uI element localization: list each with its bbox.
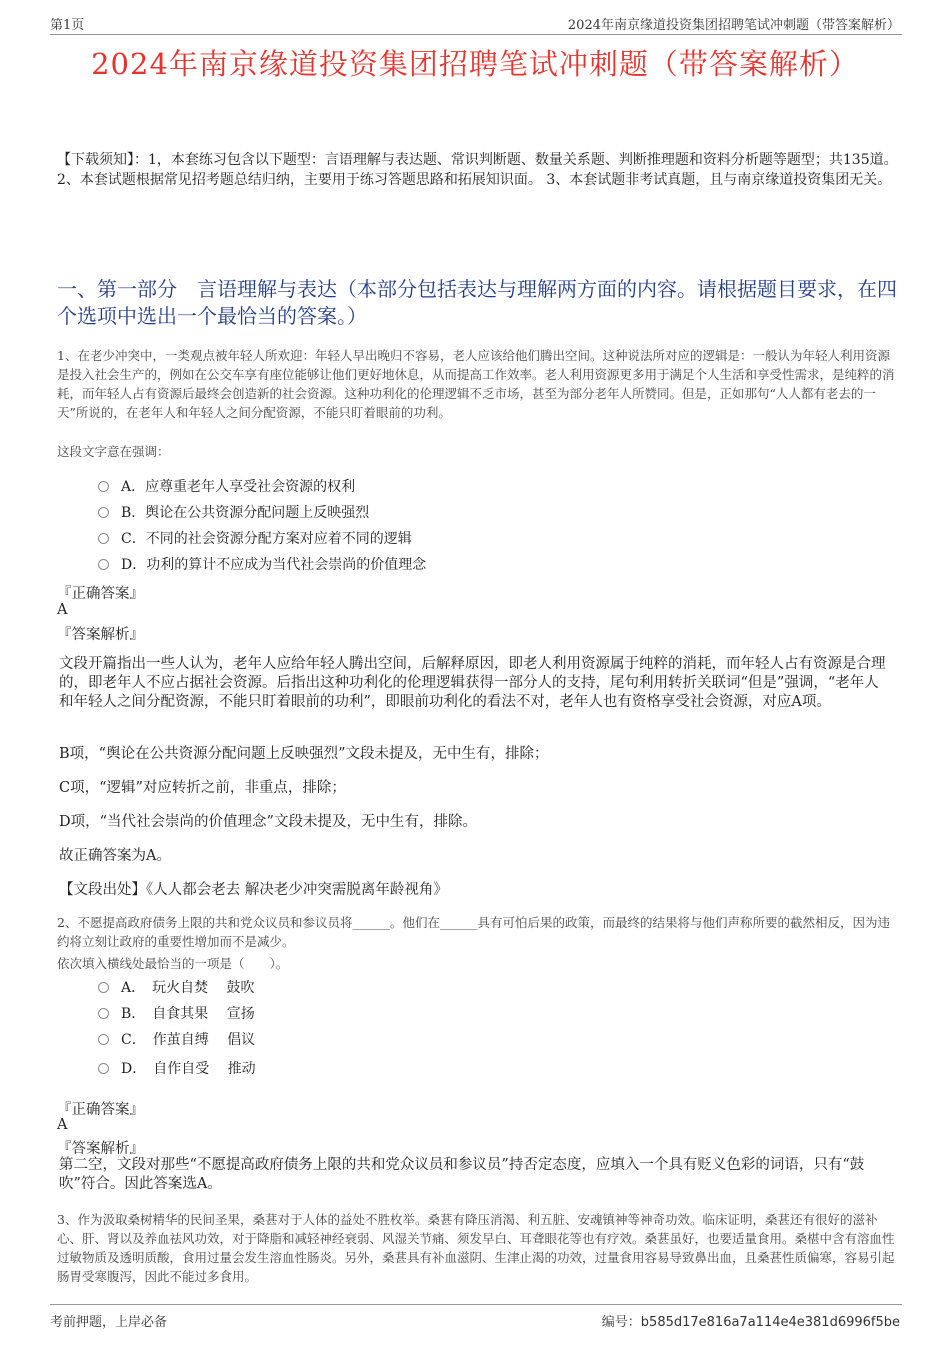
q1-answer: A	[57, 602, 68, 618]
option-label: D． 自作自受 推动	[121, 1061, 256, 1077]
option-label: D．功利的算计不应成为当代社会崇尚的价值理念	[121, 557, 427, 573]
radio-icon[interactable]	[98, 1034, 109, 1045]
q1-analysis-label: 『答案解析』	[57, 627, 144, 643]
q2-option-c[interactable]	[98, 1029, 255, 1049]
option-label: C． 作茧自缚 倡议	[121, 1032, 256, 1048]
q2-answer: A	[57, 1117, 68, 1133]
q2-option-d[interactable]	[98, 1058, 256, 1078]
q1-source: 【文段出处】《人人都会老去 解决老少冲突需脱离年龄视角》	[59, 882, 448, 898]
section-heading: 一、第一部分 言语理解与表达（本部分包括表达与理解两方面的内容。请根据题目要求，在四个选项中选出一个最恰当的答案。）	[57, 277, 897, 328]
radio-icon[interactable]	[98, 982, 109, 993]
q2-option-b[interactable]	[98, 1003, 255, 1023]
q1-option-a[interactable]	[98, 476, 355, 496]
page-title: 2024年南京缘道投资集团招聘笔试冲刺题（带答案解析）	[91, 47, 859, 81]
q1-option-d[interactable]	[98, 554, 426, 574]
q1-conclusion: 故正确答案为A。	[59, 848, 171, 864]
option-label: B．舆论在公共资源分配问题上反映强烈	[121, 505, 370, 521]
q1-analysis-d: D项，“当代社会崇尚的价值理念”文段未提及，无中生有，排除。	[59, 814, 477, 830]
radio-icon[interactable]	[98, 481, 109, 492]
radio-icon[interactable]	[98, 507, 109, 518]
download-notice: 【下载须知】：1，本套练习包含以下题型：言语理解与表达题、常识判断题、数量关系题、判断推理题和资料分析题等题型；共135道。 2、本套试题根据常见招考题总结归纳，主要用于练习答题思路和拓展知识面。 3、本套试题非考试真题，且与南京缘道投资集团无关。	[57, 152, 898, 188]
q2-answer-label: 『正确答案』	[57, 1102, 144, 1118]
footer-divider	[50, 1304, 902, 1305]
footer-code-value: b585d17e816a7a114e4e381d6996f5be	[640, 1315, 900, 1330]
q2-prompt: 依次填入横线处最恰当的一项是（ ）。	[57, 956, 289, 971]
q1-answer-label: 『正确答案』	[57, 586, 144, 602]
q1-option-c[interactable]	[98, 528, 412, 548]
option-label: A． 玩火自焚 鼓吹	[121, 980, 255, 996]
q2-analysis-label: 『答案解析』	[57, 1141, 144, 1157]
q1-analysis-main: 文段开篇指出一些人认为，老年人应给年轻人腾出空间，后解释原因，即老人利用资源属于纯粹的消耗，而年轻人占有资源是合理的，即老年人不应占据社会资源。后指出这种功利化的伦理逻辑获得一部分人的支持，尾句利用转折关联词“但是”强调，“老年人和年轻人之间分配资源，不能只盯着眼前的功利”，即眼前功利化的看法不对，老年人也有资格享受社会资源，对应A项。	[59, 656, 886, 710]
q3-stem: 3、作为汲取桑树精华的民间圣果，桑葚对于人体的益处不胜枚举。桑葚有降压消渴、利五脏、安魂镇神等神奇功效。临床证明，桑葚还有很好的滋补心、肝、肾以及养血祛风功效，对于降脂和减轻神经衰弱、风湿关节痛、须发早白、耳聋眼花等也有疗效。桑葚虽好，也要适量食用。桑椹中含有溶血性过敏物质及透明质酸，食用过量会发生溶血性肠炎。另外，桑葚具有补血滋阴、生津止渴的功效，过量食用容易导致鼻出血，且桑葚性质偏寒，容易引起肠胃受寒腹泻，因此不能过多食用。	[57, 1212, 895, 1284]
footer-code	[602, 1311, 900, 1330]
q1-stem: 1、在老少冲突中，一类观点被年轻人所欢迎：年轻人早出晚归不容易，老人应该给他们腾出空间。这种说法所对应的逻辑是：一般认为年轻人利用资源是投入社会生产的，例如在公交车享有座位能够让他们更好地休息，从而提高工作效率。老人利用资源更多用于满足个人生活和享受性需求，是纯粹的消耗，而年轻人占有资源后最终会创造新的社会资源。这种功利化的伦理逻辑不乏市场，甚至为部分老年人所赞同。但是，正如那句“人人都有老去的一天”所说的，在老年人和年轻人之间分配资源，不能只盯着眼前的功利。	[57, 348, 895, 420]
radio-icon[interactable]	[98, 559, 109, 570]
q2-analysis: 第二空，文段对那些“不愿提高政府债务上限的共和党众议员和参议员”持否定态度，应填入一个具有贬义色彩的词语，只有“鼓吹”符合。因此答案选A。	[59, 1157, 865, 1192]
radio-icon[interactable]	[98, 1008, 109, 1019]
option-label: B． 自食其果 宣扬	[121, 1006, 255, 1022]
option-label: C．不同的社会资源分配方案对应着不同的逻辑	[121, 531, 412, 547]
footer-code-label: 编号：	[601, 1315, 641, 1330]
header-divider	[50, 34, 902, 35]
footer-slogan: 考前押题，上岸必备	[50, 1315, 168, 1330]
q1-analysis-c: C项，“逻辑”对应转折之前，非重点，排除；	[59, 780, 346, 796]
q1-prompt: 这段文字意在强调：	[57, 444, 170, 459]
page-number: 第1页	[50, 18, 85, 33]
option-label: A．应尊重老年人享受社会资源的权利	[121, 479, 356, 495]
radio-icon[interactable]	[98, 533, 109, 544]
q1-analysis-b: B项，“舆论在公共资源分配问题上反映强烈”文段未提及，无中生有，排除；	[59, 746, 549, 762]
q2-stem: 2、不愿提高政府债务上限的共和党众议员和参议员将______。他们在______具有可怕后果的政策，而最终的结果将与他们声称所要的截然相反，因为违约将立刻让政府的重要性增加而不是减少。	[57, 915, 890, 949]
q2-option-a[interactable]	[98, 977, 255, 997]
header-doc-title: 2024年南京缘道投资集团招聘笔试冲刺题（带答案解析）	[567, 18, 900, 33]
q1-option-b[interactable]	[98, 502, 369, 522]
radio-icon[interactable]	[98, 1063, 109, 1074]
